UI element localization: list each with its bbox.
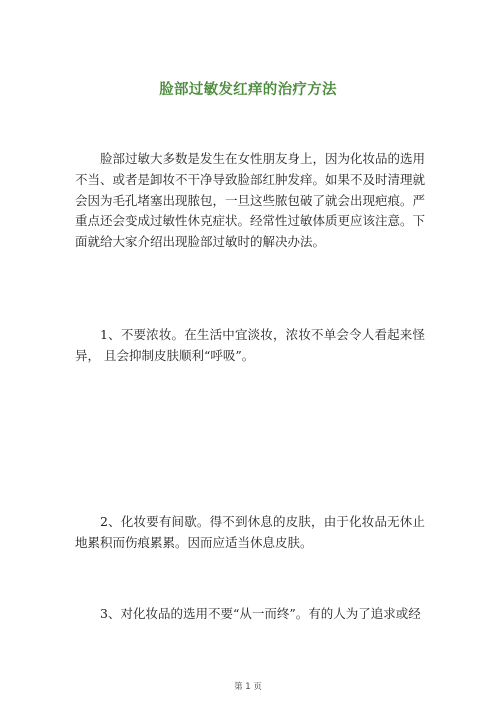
document-title: 脸部过敏发红痒的治疗方法: [159, 82, 337, 98]
tip-paragraph-3: 3、对化妆品的选用不要“从一而终”。有的人为了追求或经: [100, 606, 421, 621]
tip-paragraph-2: 2、化妆要有间歇。得不到休息的皮肤，由于化妆品无休止地累积而伤痕累累。因而应适当休息皮肤。: [75, 514, 425, 550]
page-number: 第 1 页: [234, 682, 262, 692]
intro-paragraph: 脸部过敏大多数是发生在女性朋友身上，因为化妆品的选用不当、或者是卸妆不干净导致脸部红肿发痒。如果不及时清理就会因为毛孔堵塞出现脓包，一旦这些脓包破了就会出现疤痕。严重点还会变成过敏性休克症状。经常性过敏体质更应该注意。下面就给大家介绍出现脸部过敏时的解决办法。: [75, 151, 426, 250]
tip-paragraph-1: 1、不要浓妆。在生活中宜淡妆，浓妆不单会令人看起来怪异， 且会抑制皮肤顺利“呼吸”。: [75, 327, 425, 363]
